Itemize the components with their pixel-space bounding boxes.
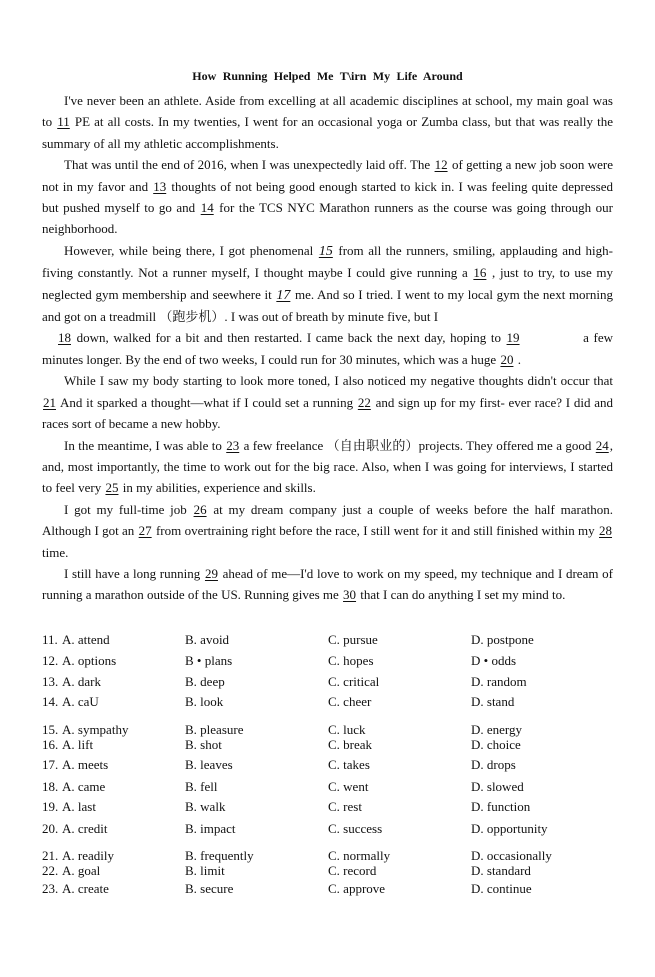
passage-paragraph xyxy=(42,327,613,370)
option-b: B. shot xyxy=(185,736,222,752)
passage-text: That was until the end of 2016, when I was unexpectedly laid off. The xyxy=(64,157,434,173)
option-b: B. frequently xyxy=(185,847,254,863)
passage-text: time. xyxy=(42,544,69,560)
passage-text: and sign up for my first- ever race? I did and races sort of became a new hobby. xyxy=(42,394,613,432)
blank-13: 13 xyxy=(153,178,167,194)
passage-text: at my dream company just a couple of weeks before the half marathon. Although I got an xyxy=(42,501,613,539)
passage-text: , and, most importantly, the time to work out for the big race. Also, when I was going for interviews, I started to feel very xyxy=(42,437,613,496)
question-number: 16. xyxy=(42,736,59,752)
question-number: 17. xyxy=(42,756,59,772)
option-a: A. attend xyxy=(62,631,110,647)
blank-22: 22 xyxy=(357,394,371,410)
option-d: D. occasionally xyxy=(471,847,552,863)
question-number: 15. xyxy=(42,721,59,737)
passage-paragraph xyxy=(42,240,613,328)
passage-text: of getting a new job soon were not in my favor and xyxy=(42,157,613,194)
passage-paragraph xyxy=(42,563,613,606)
option-d: D. random xyxy=(471,673,527,689)
blank-30: 30 xyxy=(343,587,357,603)
passage xyxy=(42,90,613,606)
option-a: A. meets xyxy=(62,756,109,772)
blank-25: 25 xyxy=(105,480,119,496)
question-row xyxy=(42,848,613,864)
passage-paragraph xyxy=(42,499,613,563)
question-row xyxy=(42,863,613,879)
passage-text: a few freelance （自由职业的）projects. They offered me a good xyxy=(240,437,595,453)
question-number: 18. xyxy=(42,778,59,794)
blank-27: 27 xyxy=(138,523,152,539)
passage-title: How Running Helped Me T\irn My Life Around xyxy=(192,69,463,83)
passage-text: I still have a long running xyxy=(64,565,204,581)
option-d: D. slowed xyxy=(471,778,524,794)
question-row xyxy=(42,881,613,897)
option-a: A. readily xyxy=(62,847,114,863)
option-c: C. approve xyxy=(328,880,386,896)
option-b: B. fell xyxy=(185,778,218,794)
passage-text: However, while being there, I got phenomenal xyxy=(64,242,318,258)
option-b: B. deep xyxy=(185,673,225,689)
passage-paragraph xyxy=(42,90,613,154)
question-number: 22. xyxy=(42,862,59,878)
question-row xyxy=(42,779,613,795)
blank-23: 23 xyxy=(226,437,240,453)
option-c: C. takes xyxy=(328,756,370,772)
option-c: C. normally xyxy=(328,847,391,863)
option-c: C. record xyxy=(328,862,377,878)
passage-paragraph xyxy=(42,154,613,240)
blank-11: 11 xyxy=(57,114,70,130)
option-a: A. options xyxy=(62,652,117,668)
option-a: A. goal xyxy=(62,862,101,878)
passage-text: , just to try, to use my neglected gym membership and seewhere it xyxy=(42,265,614,302)
blank-16: 16 xyxy=(473,265,487,281)
blank-12: 12 xyxy=(434,157,448,173)
question-number: 20. xyxy=(42,820,59,836)
passage-text: a few minutes longer. By the end of two weeks, I could run for 30 minutes, which was a huge xyxy=(42,330,613,367)
option-b: B. impact xyxy=(185,820,236,836)
question-row xyxy=(42,722,613,738)
option-c: C. hopes xyxy=(328,652,374,668)
option-c: C. went xyxy=(328,778,369,794)
option-b: B • plans xyxy=(185,652,233,668)
blank-29: 29 xyxy=(204,565,218,581)
question-row xyxy=(42,632,613,648)
option-a: A. came xyxy=(62,778,106,794)
option-d: D. function xyxy=(471,798,531,814)
option-b: B. pleasure xyxy=(185,721,244,737)
question-row xyxy=(42,694,613,710)
option-b: B. avoid xyxy=(185,631,230,647)
option-a: A. create xyxy=(62,880,109,896)
option-a: A. caU xyxy=(62,693,99,709)
question-row xyxy=(42,821,613,837)
option-a: A. lift xyxy=(62,736,94,752)
option-d: D. stand xyxy=(471,693,515,709)
question-number: 23. xyxy=(42,880,59,896)
passage-paragraph xyxy=(42,435,613,499)
question-number: 11. xyxy=(42,631,58,647)
option-d: D. postpone xyxy=(471,631,534,647)
blank-19: 19 xyxy=(506,330,520,346)
passage-text: . xyxy=(514,351,521,367)
option-c: C. critical xyxy=(328,673,380,689)
option-d: D. drops xyxy=(471,756,516,772)
option-c: C. break xyxy=(328,736,373,752)
content xyxy=(42,90,613,897)
blank-21: 21 xyxy=(43,394,56,410)
option-b: B. secure xyxy=(185,880,234,896)
option-d: D. continue xyxy=(471,880,532,896)
option-b: B. look xyxy=(185,693,224,709)
passage-text: ahead of me—I'd love to work on my speed, my technique and I dream of running a marathon outside of the US. Running gives me xyxy=(42,565,613,603)
passage-text: from all the runners, smiling, applauding and high-fiving constantly. Not a runner myself, I thought maybe I could give running a xyxy=(42,242,613,281)
question-row xyxy=(42,674,613,690)
option-c: C. success xyxy=(328,820,383,836)
passage-text: in my abilities, experience and skills. xyxy=(119,480,316,496)
blank-20: 20 xyxy=(500,351,514,367)
option-a: A. last xyxy=(62,798,96,814)
option-b: B. walk xyxy=(185,798,226,814)
question-number: 14. xyxy=(42,693,59,709)
blank-15: 15 xyxy=(318,243,333,259)
passage-text: I got my full-time job xyxy=(64,501,193,517)
option-d: D. opportunity xyxy=(471,820,548,836)
passage-text: In the meantime, I was able to xyxy=(64,437,226,453)
question-row xyxy=(42,757,613,773)
option-b: B. limit xyxy=(185,862,225,878)
question-list xyxy=(42,632,613,897)
blank-26: 26 xyxy=(193,501,207,517)
passage-text: While I saw my body starting to look more toned, I also noticed my negative thoughts didn't occur that xyxy=(64,373,613,389)
option-c: C. cheer xyxy=(328,693,372,709)
passage-text: down, walked for a bit and then restarted. I came back the next day, hoping to xyxy=(72,330,506,346)
passage-text: I've never been an athlete. Aside from excelling at all academic disciplines at school, my main goal was to xyxy=(42,93,613,130)
passage-text: that I can do anything I set my mind to. xyxy=(357,587,566,603)
blank-14: 14 xyxy=(200,200,214,216)
option-c: C. luck xyxy=(328,721,366,737)
question-row xyxy=(42,799,613,815)
passage-text: from overtraining right before the race, I still went for it and still finished within my xyxy=(152,523,599,539)
passage-text: for the TCS NYC Marathon runners as the course was going through our neighborhood. xyxy=(42,200,613,237)
option-c: C. pursue xyxy=(328,631,378,647)
question-number: 21. xyxy=(42,847,59,863)
passage-text: PE at all costs. In my twenties, I went for an occasional yoga or Zumba class, but that was really the summary of all my athletic accomplishments. xyxy=(42,114,613,151)
blank-28: 28 xyxy=(599,523,613,539)
option-a: A. sympathy xyxy=(62,721,129,737)
passage-paragraph xyxy=(42,370,613,434)
question-number: 13. xyxy=(42,673,59,689)
passage-text: And it sparked a thought—what if I could set a running xyxy=(57,394,357,410)
passage-text: me. And so I tried. I went to my local gym the next morning and got on a treadmill （跑步机）. I was out of breath by minute five, but I xyxy=(42,286,614,325)
option-d: D • odds xyxy=(471,652,516,668)
blank-18: 18 xyxy=(58,330,71,346)
option-a: A. credit xyxy=(62,820,108,836)
passage-text: thoughts of not being good enough started to kick in. I was feeling quite depressed but pushed myself to go and xyxy=(42,178,613,216)
option-d: D. choice xyxy=(471,736,521,752)
option-d: D. standard xyxy=(471,862,531,878)
option-c: C. rest xyxy=(328,798,362,814)
blank-17: 17 xyxy=(276,287,291,303)
question-number: 12. xyxy=(42,652,59,668)
question-row xyxy=(42,653,613,669)
option-b: B. leaves xyxy=(185,756,233,772)
blank-24: 24 xyxy=(595,437,609,453)
option-a: A. dark xyxy=(62,673,101,689)
option-d: D. energy xyxy=(471,721,523,737)
question-row xyxy=(42,737,613,753)
question-number: 19. xyxy=(42,798,59,814)
